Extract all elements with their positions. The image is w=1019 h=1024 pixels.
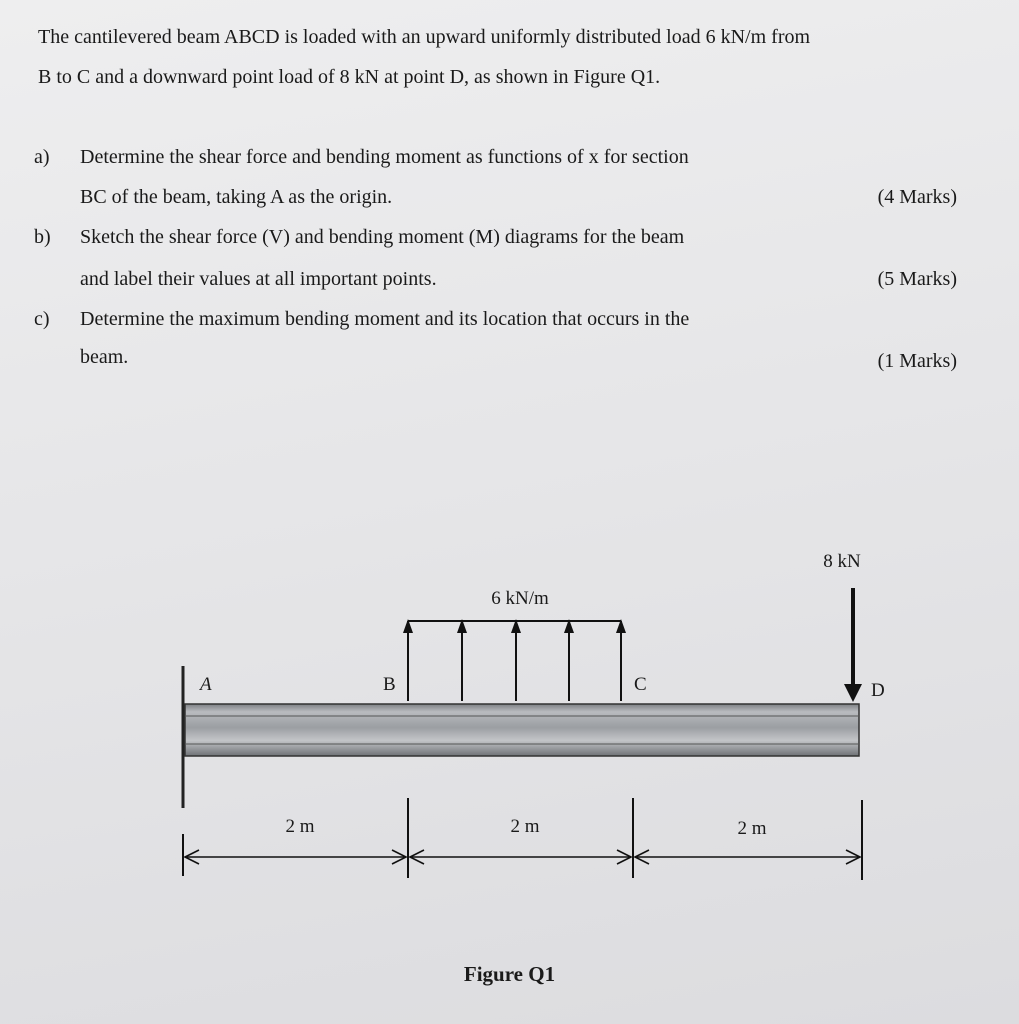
point-label-d: D <box>871 680 885 701</box>
beam <box>185 704 859 756</box>
point-load-label: 8 kN <box>823 551 861 572</box>
intro-line-1: The cantilevered beam ABCD is loaded with an upward uniformly distributed load 6 kN/m from <box>38 26 811 48</box>
point-label-c: C <box>634 674 647 695</box>
point-load-arrowhead <box>844 684 862 702</box>
span-label-cd: 2 m <box>737 818 767 839</box>
question-b-line-1: Sketch the shear force (V) and bending moment (M) diagrams for the beam <box>80 226 685 248</box>
question-c-line-2: beam. <box>80 346 129 368</box>
question-a-line-2: BC of the beam, taking A as the origin. <box>80 186 393 208</box>
figure-caption: Figure Q1 <box>463 962 556 986</box>
question-a-marks: (4 Marks) <box>877 186 957 208</box>
udl-label: 6 kN/m <box>491 588 549 609</box>
intro-line-2: B to C and a downward point load of 8 kN at point D, as shown in Figure Q1. <box>38 66 661 88</box>
question-b-label: b) <box>34 226 51 248</box>
question-c-label: c) <box>34 308 50 330</box>
question-b-line-2: and label their values at all important points. <box>80 268 437 290</box>
question-b-marks: (5 Marks) <box>877 268 957 290</box>
question-a-line-1: Determine the shear force and bending moment as functions of x for section <box>80 146 689 168</box>
question-c-marks: (1 Marks) <box>877 350 957 372</box>
span-label-bc: 2 m <box>510 816 540 837</box>
point-label-b: B <box>383 674 396 695</box>
question-c-line-1: Determine the maximum bending moment and its location that occurs in the <box>80 308 690 330</box>
span-label-ab: 2 m <box>285 816 315 837</box>
point-label-a: A <box>200 674 212 695</box>
question-a-label: a) <box>34 146 50 168</box>
